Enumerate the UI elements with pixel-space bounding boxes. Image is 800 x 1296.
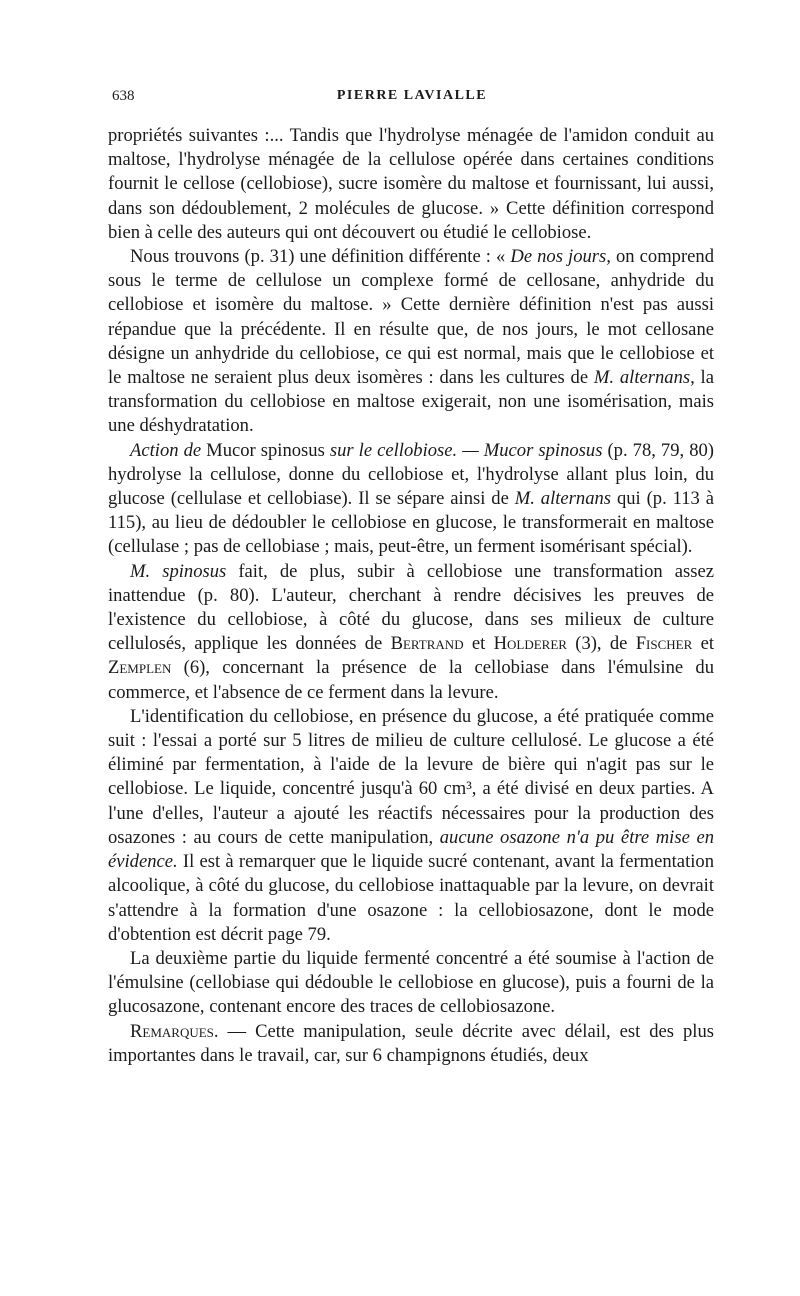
paragraph-7-text: — Cette manipulation, seule décrite avec délail, est des plus importantes dans le travail, car, sur 6 champignons étudiés, deux: [108, 1020, 714, 1066]
paragraph-5-italic-1: aucune osazone n'a pu être mise en évidence.: [108, 826, 714, 873]
paragraph-2-italic-1: De nos jours,: [510, 246, 611, 268]
paragraph-4-italic-1: M. spinosus: [130, 560, 227, 582]
paragraph-3-italic-3: M. alternans: [514, 488, 612, 510]
paragraph-6-text: La deuxième partie du liquide fermenté concentré a été soumise à l'action de l'émulsine (cellobiase qui dédouble le cellobiose en glucose), puis a fourni de la glucosazone, contenant encore des traces de cellobiosazone.: [108, 947, 714, 1018]
paragraph-5-text-1: L'identification du cellobiose, en présence du glucose, a été pratiquée comme suit : l'essai a porté sur 5 litres de milieu de culture cellulosé. Le glucose a été éliminé par fermentation, à l'aide de la levure de bière qui n'agit pas sur le cellobiose. Le liquide, concentré jusqu'à 60 cm³, a été divisé en deux parties. A l'une d'elles, l'auteur a ajouté les réactifs nécessaires pour la production des osazones : au cours de cette manipulation,: [108, 705, 714, 848]
paragraph-7: [108, 1020, 714, 1068]
paragraph-5-text-2: Il est à remarquer que le liquide sucré contenant, avant la fermentation alcoolique, à côté du glucose, du cellobiose inattaquable par la levure, on devrait s'attendre à la formation d'une osazone : la cellobiosazone, dont le mode d'obtention est décrit page 79.: [108, 851, 714, 945]
paragraph-2: [108, 245, 714, 439]
author-bertrand: Bertrand: [390, 633, 464, 655]
author-holderer: Holderer: [493, 633, 567, 655]
paragraph-1: [108, 124, 714, 245]
paragraph-5: [108, 705, 714, 947]
paragraph-2-text-2: on comprend sous le terme de cellulose un complexe formé de cellosane, anhydride du cellobiose et isomère du maltose. » Cette dernière définition n'est pas aussi répandue que la précédente. Il en résulte que, de nos jours, le mot cellosane désigne un anhydride du cellobiose, ce qui est normal, mais que le cellobiose et le maltose ne seraient plus deux isomères : dans les cultures de: [108, 246, 714, 389]
body-text: [108, 124, 714, 1068]
remarques-heading: Remarques.: [130, 1020, 219, 1042]
paragraph-4-text-3: (3), de: [566, 633, 636, 655]
running-head: PIERRE LAVIALLE: [336, 88, 488, 103]
paragraph-4-text-5: (6), concernant la présence de la cellobiase dans l'émulsine du commerce, et l'absence de ce ferment dans la levure.: [108, 657, 714, 703]
page-number: 638: [112, 88, 135, 104]
paragraph-1-text: propriétés suivantes :... Tandis que l'hydrolyse ménagée de l'amidon conduit au maltose, l'hydrolyse ménagée de la cellulose opérée dans certaines conditions fournit le cellose (cellobiose), sucre isomère du maltose et fournissant, lui aussi, dans son dédoublement, 2 molécules de glucose. » Cette définition correspond bien à celle des auteurs qui ont découvert ou étudié le cellobiose.: [108, 125, 714, 243]
paragraph-3-italic-2: sur le cellobiose. — Mucor spinosus: [329, 439, 603, 461]
paragraph-2-text-3: la transformation du cellobiose en maltose exigerait, non une isomérisation, mais une déshydratation.: [108, 367, 714, 437]
paragraph-4-text-2: et: [463, 633, 494, 655]
paragraph-3-italic-1: Action de: [130, 439, 202, 461]
paragraph-4-text-4: et: [692, 633, 715, 655]
paragraph-3-text-1: Mucor spinosus: [201, 439, 330, 461]
paragraph-3-text-2: (p. 78, 79, 80) hydrolyse la cellulose, donne du cellobiose et, l'hydrolyse allant plus loin, du glucose (cellulase et cellobiase). Il se sépare ainsi de: [108, 439, 714, 510]
paragraph-3: [108, 439, 714, 560]
author-zemplen: Zemplen: [108, 657, 172, 679]
author-fischer: Fischer: [635, 633, 693, 655]
paragraph-3-text-3: qui (p. 113 à 115), au lieu de dédoubler le cellobiose en glucose, le transformerait en maltose (cellulase ; pas de cellobiase ; mais, peut-être, un ferment isomérisant spécial).: [108, 488, 715, 558]
paragraph-6: [108, 947, 714, 1020]
page-header: [112, 88, 712, 112]
paragraph-2-italic-2: M. alternans,: [593, 367, 695, 389]
paragraph-4-text-1: fait, de plus, subir à cellobiose une transformation assez inattendue (p. 80). L'auteur, cherchant à rendre décisives les preuves de l'existence du cellobiose, à côté du glucose, dans ses milieux de culture cellulosés, applique les données de: [108, 560, 714, 655]
paragraph-4: [108, 560, 714, 705]
paragraph-2-text-1: Nous trouvons (p. 31) une définition différente : «: [130, 246, 511, 268]
